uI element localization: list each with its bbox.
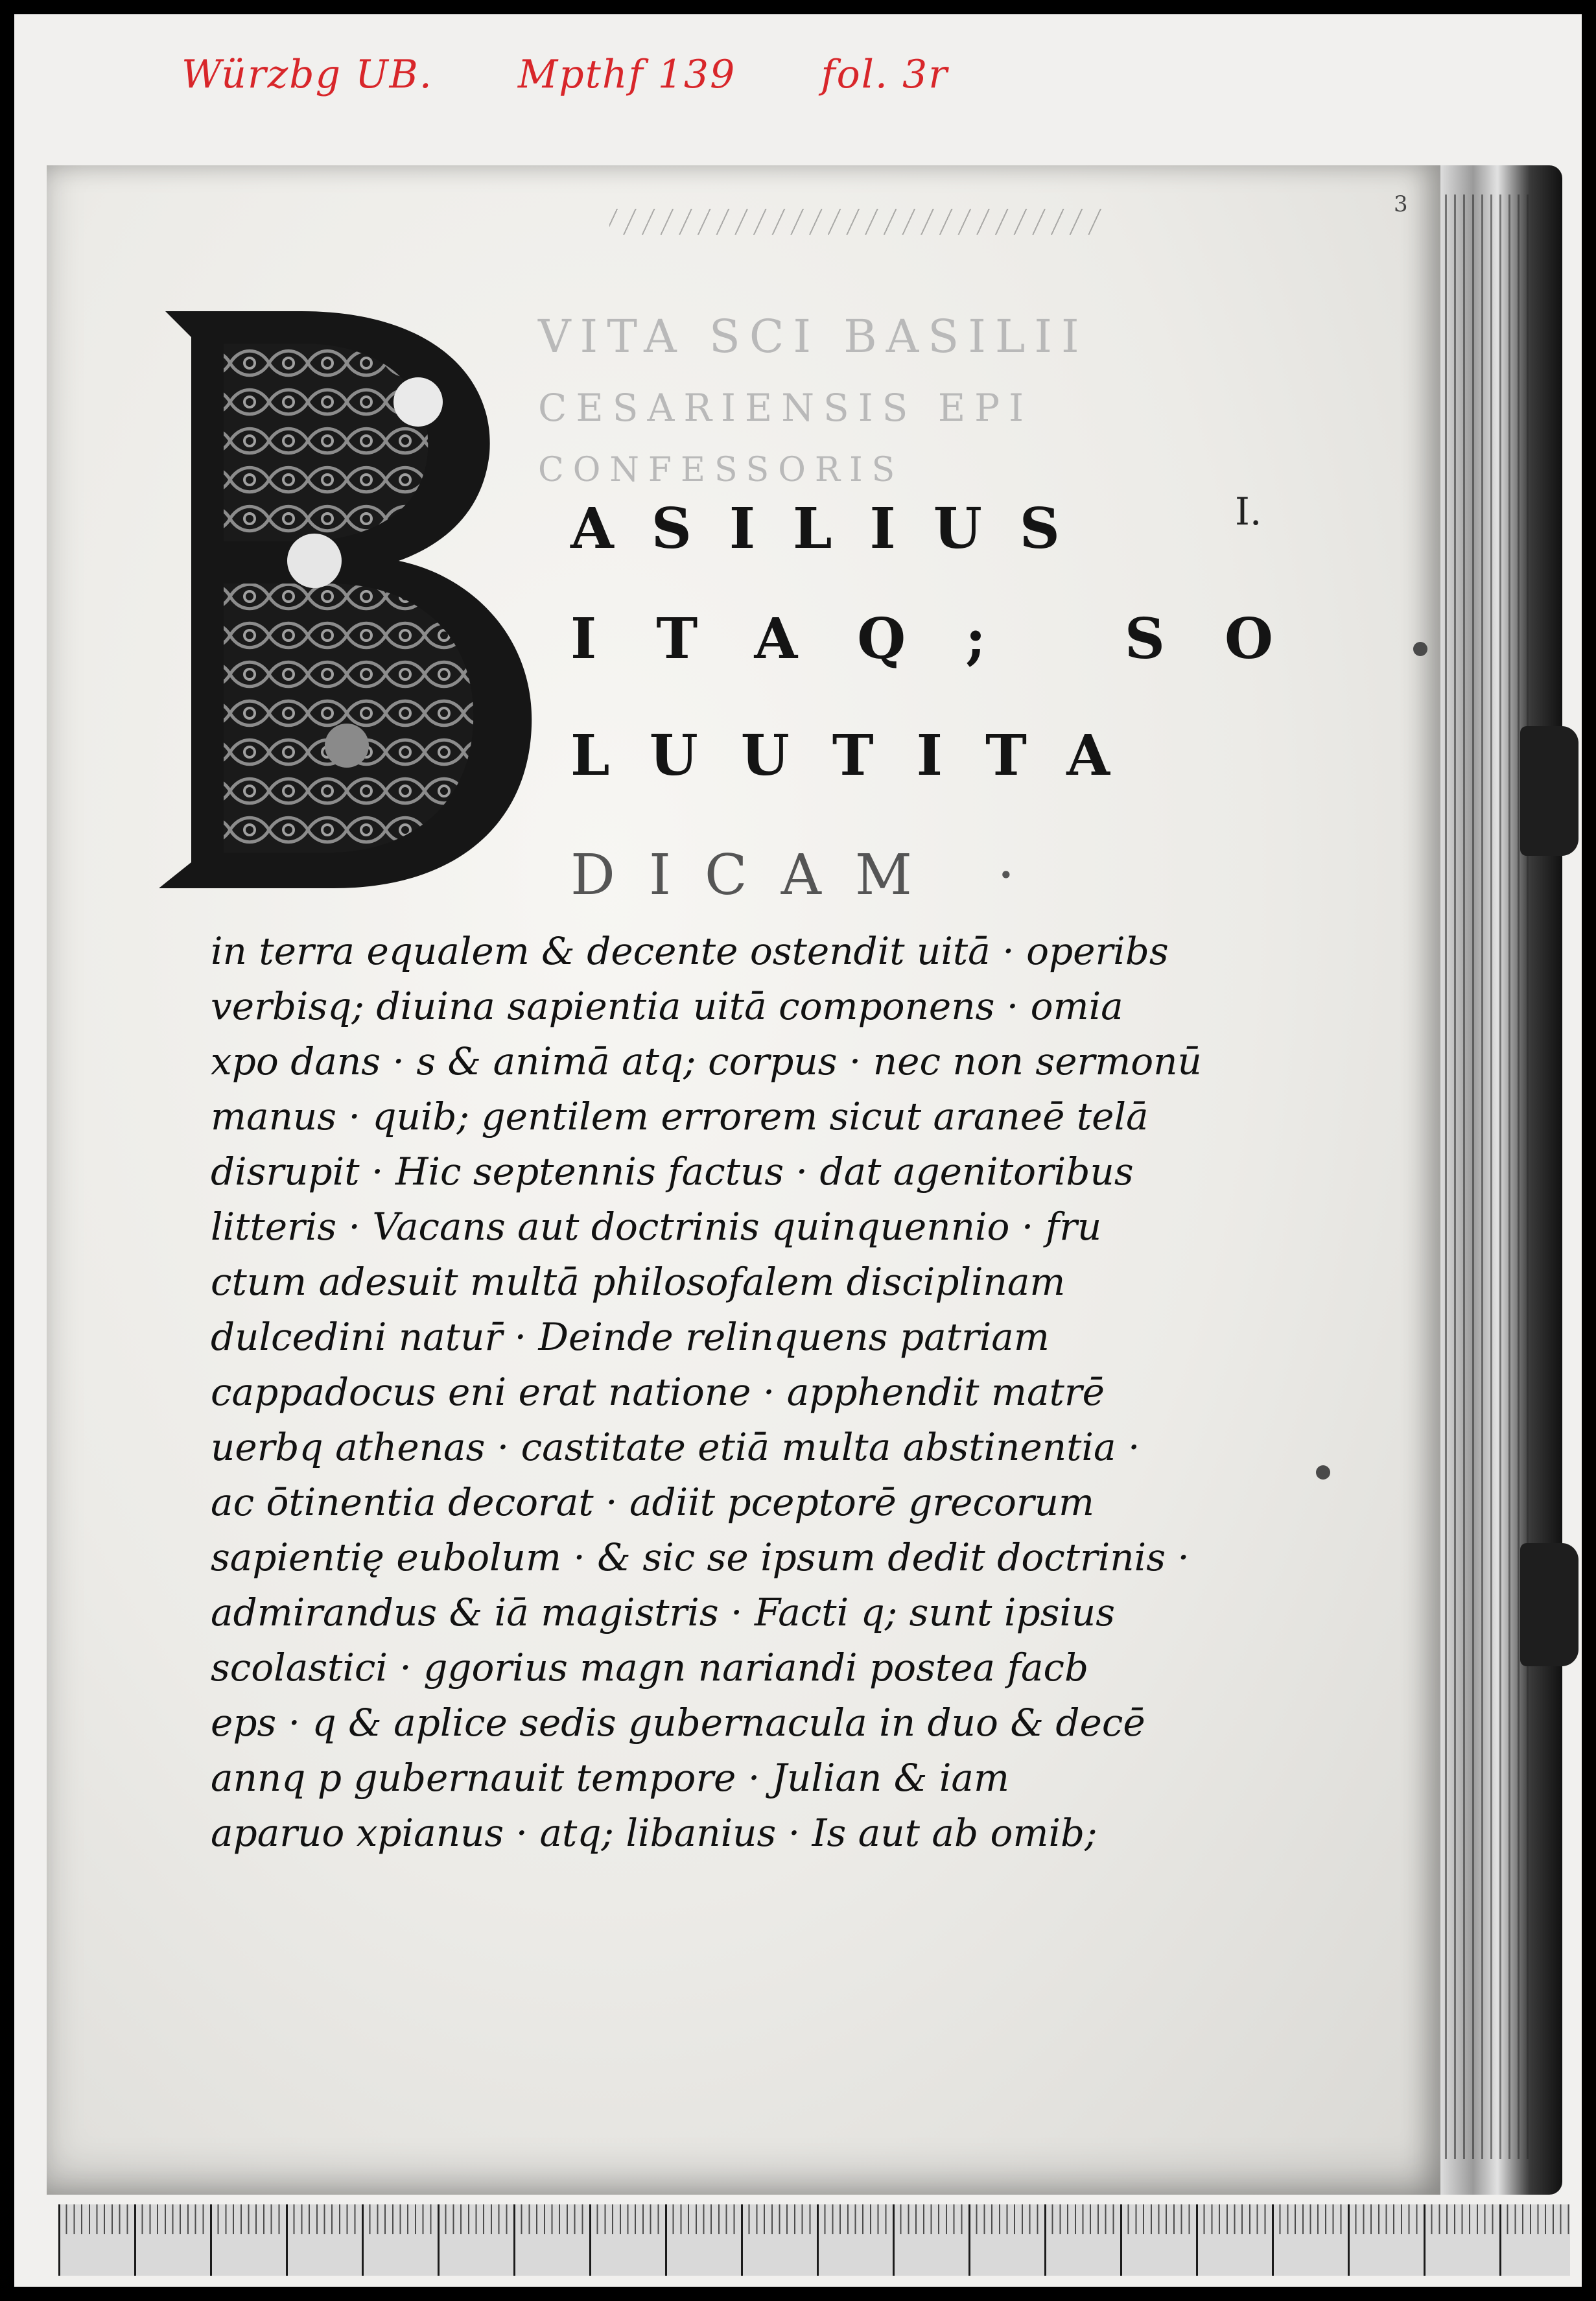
text-line: manus · quib; gentilem errorem sicut araneē telā [211, 1094, 1149, 1139]
marginal-note [609, 209, 1102, 235]
display-line-3: LUUTITA [570, 723, 1153, 788]
rubric-title-line-2: CESARIENSIS EPI [538, 386, 1033, 430]
text-line: disrupit · Hic septennis factus · dat agenitoribus [211, 1150, 1134, 1194]
text-line: in terra equalem & decente ostendit uitā · operibs [211, 929, 1169, 973]
archive-shelfmark: Mpthf 139 [517, 52, 736, 97]
illuminated-initial-b-icon [152, 305, 548, 895]
chapter-number: I. [1235, 490, 1262, 534]
text-line: scolastici · ggorius magn nariandi postea facb [211, 1646, 1089, 1690]
rubric-title-line-3: CONFESSORIS [538, 451, 904, 490]
text-line: cappadocus eni erat natione · apphendit matrē [211, 1370, 1105, 1414]
manuscript-text [211, 924, 1202, 1861]
text-line: annq p gubernauit tempore · Julian & iam [211, 1756, 1009, 1800]
text-line: litteris · Vacans aut doctrinis quinquennio · fru [211, 1205, 1102, 1249]
display-line-4: DICAM · [570, 843, 1049, 908]
book-clasp-lower [1520, 1543, 1578, 1666]
text-line: ac ōtinentia decorat · adiit pceptorē grecorum [211, 1480, 1094, 1524]
text-line: dulcedini natur̄ · Deinde relinquens patriam [211, 1315, 1050, 1359]
text-line: uerbq athenas · castitate etiā multa abstinentia · [211, 1425, 1140, 1469]
folio-number: 3 [1394, 191, 1408, 217]
ruler-ticks [58, 2204, 1570, 2276]
text-line: eps · q & aplice sedis gubernacula in duo & decē [211, 1701, 1145, 1745]
page-mark-dot [1413, 642, 1427, 656]
text-line: admirandus & iā magistris · Facti q; sunt ipsius [211, 1590, 1116, 1634]
archive-folio: fol. 3r [821, 52, 948, 97]
archive-library: Würzbg UB. [182, 52, 433, 97]
archive-note [182, 52, 1020, 97]
book-clasp-upper [1520, 726, 1578, 856]
text-line: verbisq; diuina sapientia uitā componens · omia [211, 984, 1123, 1028]
text-line: sapientię eubolum · & sic se ipsum dedit doctrinis · [211, 1535, 1190, 1579]
text-line: aparuo xpianus · atq; libanius · Is aut ab omib; [211, 1811, 1097, 1855]
page-mark-dot [1316, 1465, 1330, 1480]
text-line: ctum adesuit multā philosofalem disciplinam [211, 1260, 1066, 1304]
rubric-title-line-1: VITA SCI BASILII [538, 310, 1088, 363]
text-line: xpo dans · s & animā atq; corpus · nec non sermonū [211, 1039, 1202, 1083]
display-line-1: ASILIUS [570, 496, 1097, 561]
display-line-2: ITAQ; SO [570, 606, 1333, 672]
page-edges [1436, 195, 1533, 2159]
